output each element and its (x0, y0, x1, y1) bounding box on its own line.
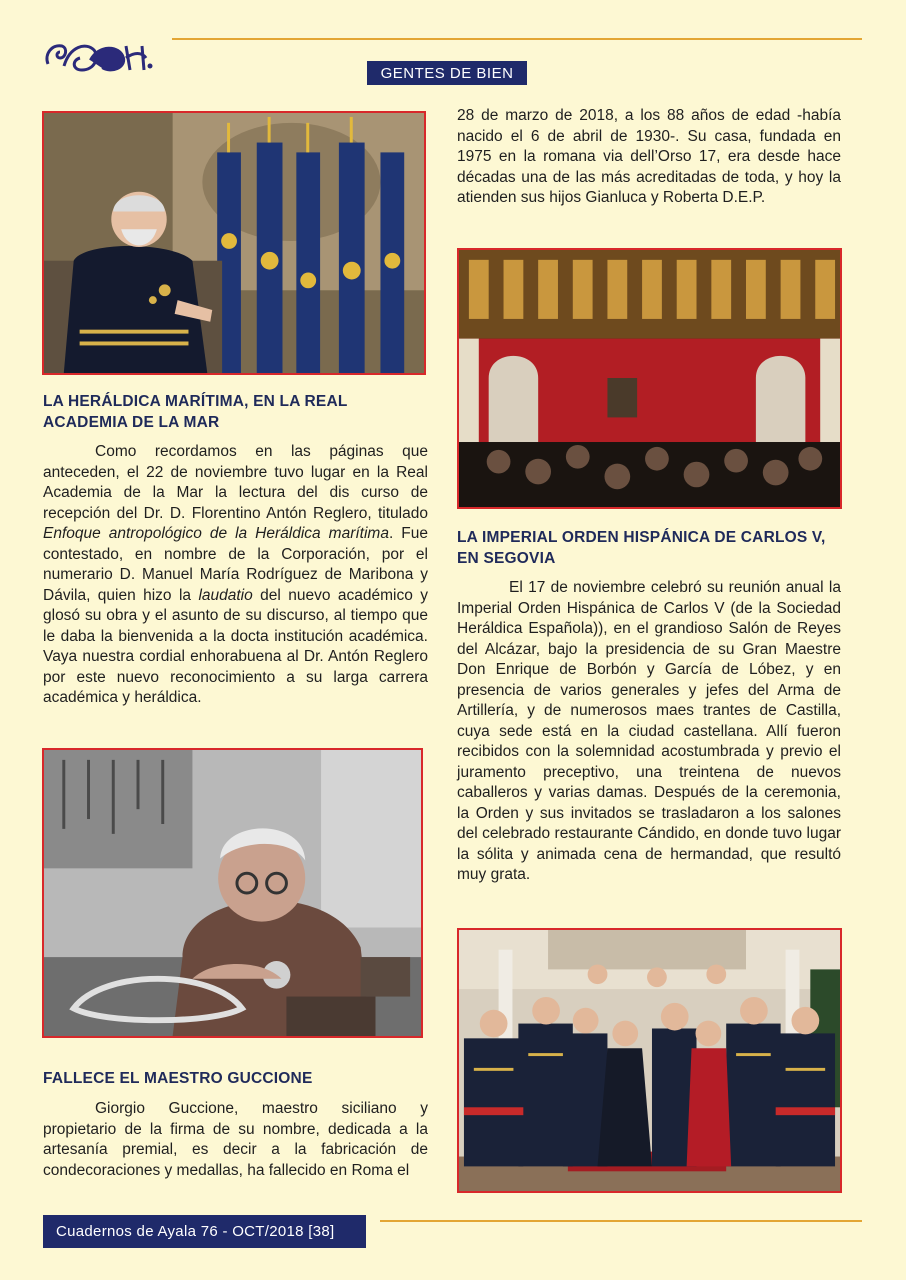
article-body-guccione-right (457, 106, 841, 209)
header-rule (172, 38, 862, 40)
article-title-carlos-v: LA IMPERIAL ORDEN HISPÁNICA DE CARLOS V, EN SEGOVIA (457, 529, 826, 567)
article-body-carlos-v (457, 578, 841, 886)
photo-salon-reyes (457, 248, 842, 509)
heraldica-text-1: Como recordamos en las páginas que anteceden, el 22 de noviembre tuvo lugar en la Real Academia de la Mar la lectura del dis curso de recepción del Dr. D. Florentino Antón Reglero, titulado (43, 443, 428, 522)
magazine-logo (42, 36, 154, 78)
article-body-heraldica (43, 442, 428, 709)
heraldica-text-2: . Fue contestado, en nombre de la Corporación, por el numerario D. Manuel María Rodríguez de Maribona y Dávila, quien hizo la (43, 525, 428, 604)
photo-group-order (457, 928, 842, 1193)
heraldica-laudatio: laudatio (198, 586, 253, 604)
article-title-guccione: FALLECE EL MAESTRO GUCCIONE (43, 1070, 313, 1087)
carlos-v-text: El 17 de noviembre celebró su reunión anual la Imperial Orden Hispánica de Carlos V (de la Sociedad Heráldica Española)), en el grandioso Salón de Reyes del Alcázar, bajo la presidencia de su Gran Maestre Don Enrique de Borbón y García de Lóbez, y en presencia de varios generales y jefes del Arma de Artillería, y de numerosos maes trantes de Castilla, cuya sede está en la ciudad castellana. Allí fueron recibidos con la solemnidad acostumbrada y previo el juramento preceptivo, una treintena de nuevos caballeros y varias damas. Después de la ceremonia, la Orden y sus invitados se trasladaron a los salones del celebrado restaurante Cándido, en donde tuvo lugar la sólita y animada cena de hermandad, que resultó muy grata. (457, 579, 841, 883)
photo-admiral-speaker (42, 111, 426, 375)
guccione-text-left: Giorgio Guccione, maestro siciliano y propietario de la firma de su nombre, dedicada a la artesanía premial, es decir a la fabricación de condecoraciones y medallas, ha fallecido en Roma el (43, 1100, 428, 1179)
page-footer-label: Cuadernos de Ayala 76 - OCT/2018 [38] (43, 1215, 366, 1248)
section-tag: GENTES DE BIEN (367, 61, 527, 85)
article-body-guccione-left (43, 1099, 428, 1181)
heraldica-book-title: Enfoque antropológico de la Heráldica marítima (43, 525, 389, 542)
heraldica-text-3: del nuevo académico y glosó su obra y el asunto de su discurso, al tiempo que le daba la bienvenida a la docta institución académica. Vaya nuestra cordial enhorabuena al Dr. Antón Reglero por este nuevo reconocimiento a su larga carrera académica y heráldica. (43, 586, 428, 706)
guccione-text-right: 28 de marzo de 2018, a los 88 años de edad -había nacido el 6 de abril de 1930-. Su casa, fundada en 1975 en la romana via dell’Orso 17, era desde hace décadas una de las más acreditadas de toda, y hoy la atienden sus hijos Gianluca y Roberta D.E.P. (457, 107, 841, 206)
footer-rule (380, 1220, 862, 1222)
article-title-heraldica: LA HERÁLDICA MARÍTIMA, EN LA REAL ACADEMIA DE LA MAR (43, 393, 348, 431)
photo-craftsman (42, 748, 423, 1038)
